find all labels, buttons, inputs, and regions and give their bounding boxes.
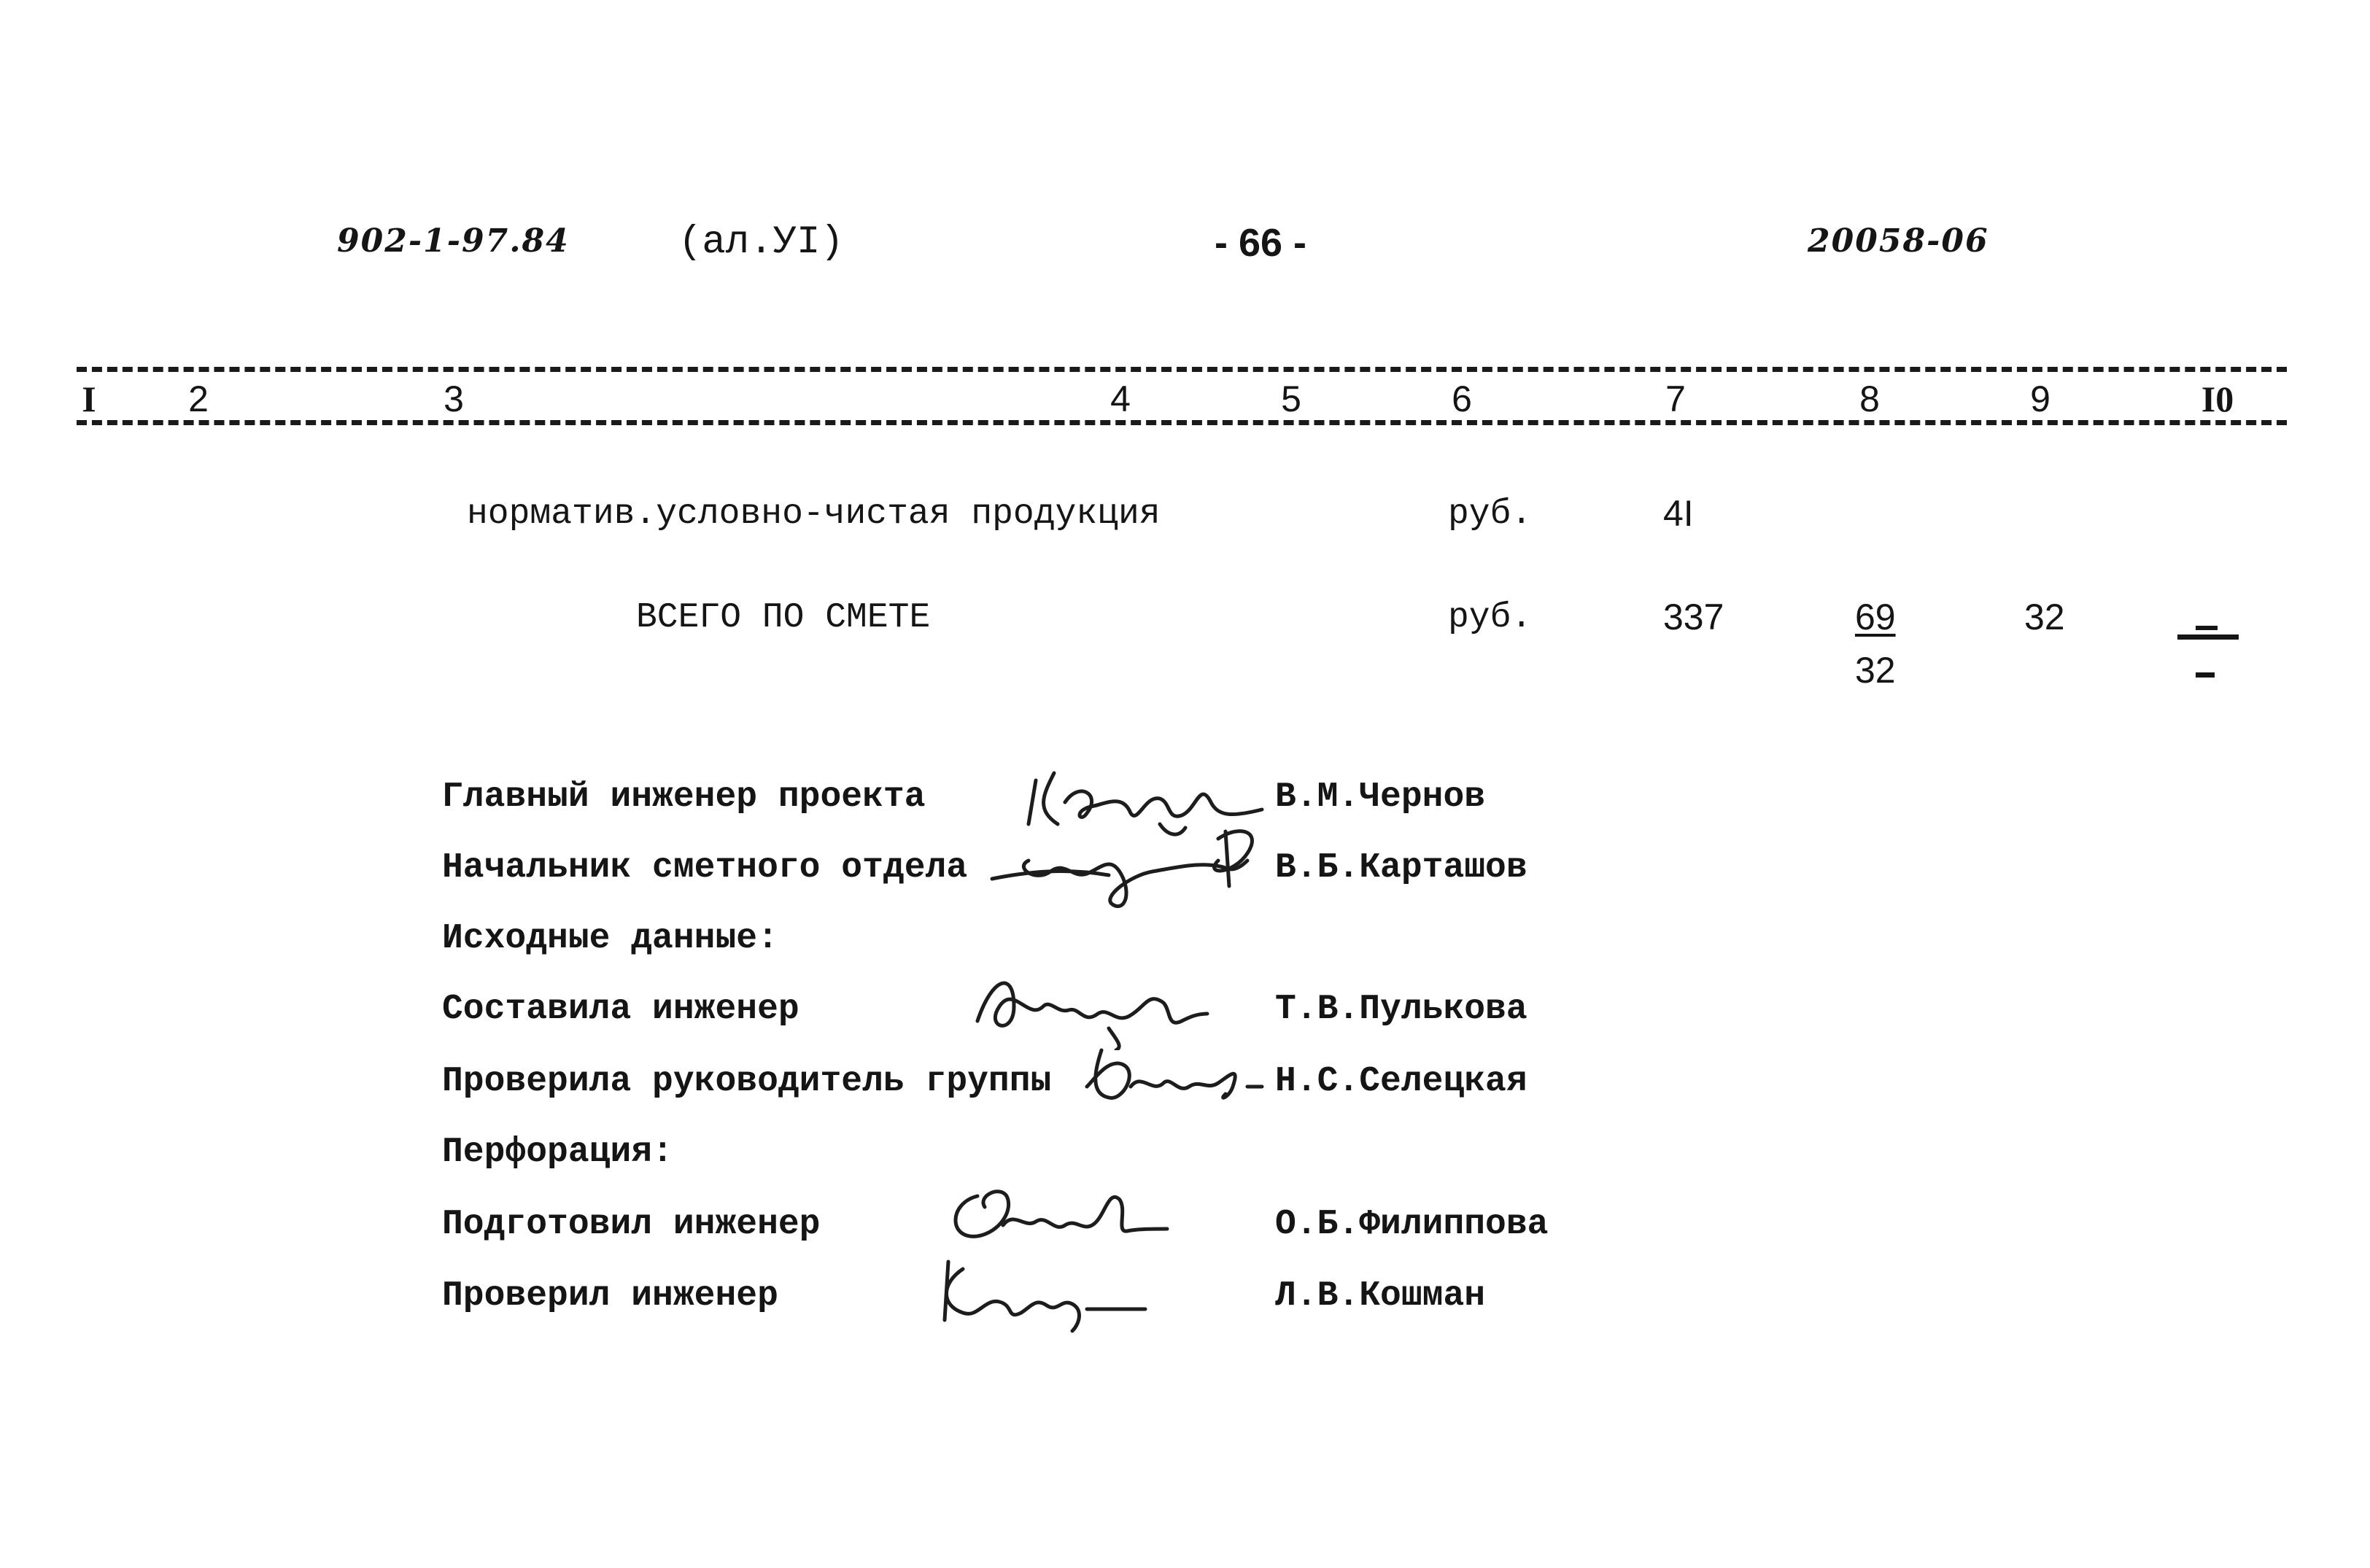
- total-col10-top: [2177, 634, 2239, 640]
- signature-checker: [919, 1240, 1153, 1342]
- signature-group-head: [1080, 1028, 1269, 1116]
- column-number-1: I: [74, 381, 103, 417]
- table-bottom-rule: [77, 420, 2287, 425]
- source-data-heading: Исходные данные:: [442, 919, 778, 958]
- compiled-by-label: Составила инженер: [442, 990, 799, 1029]
- column-number-10: I0: [2194, 381, 2241, 417]
- column-number-3: 3: [436, 381, 471, 417]
- total-unit: руб.: [1448, 598, 1533, 637]
- estimate-head-label: Начальник сметного отдела: [442, 848, 968, 888]
- column-number-2: 2: [181, 381, 216, 417]
- perforation-heading: Перфорация:: [442, 1133, 673, 1172]
- total-col10-dash-mark: [2196, 626, 2218, 630]
- total-col8-denominator: 32: [1855, 650, 1896, 691]
- group-head-label: Проверила руководитель группы: [442, 1062, 1052, 1101]
- total-col9: 32: [2024, 597, 2065, 637]
- chief-engineer-label: Главный инженер проекта: [442, 777, 926, 817]
- project-code: 902-1-97.84: [337, 222, 570, 260]
- compiled-by-name: Т.В.Пулькова: [1275, 990, 1527, 1029]
- normative-col7: 4I: [1663, 493, 1694, 534]
- signature-estimate-head: [985, 810, 1277, 919]
- album-number: (ал.УI): [678, 220, 844, 265]
- column-number-8: 8: [1852, 381, 1887, 417]
- page-number: - 66 -: [1215, 221, 1307, 265]
- checked-by-label: Проверил инженер: [442, 1276, 778, 1316]
- checked-by-name: Л.В.Кошман: [1275, 1276, 1486, 1316]
- group-head-name: Н.С.Селецкая: [1275, 1062, 1527, 1101]
- prepared-by-name: О.Б.Филиппова: [1275, 1205, 1549, 1244]
- estimate-head-name: В.Б.Карташов: [1275, 848, 1527, 888]
- column-number-6: 6: [1444, 381, 1479, 417]
- total-col7: 337: [1663, 597, 1724, 637]
- table-top-rule: [77, 367, 2287, 372]
- total-col8-numerator: 69: [1855, 597, 1896, 637]
- column-number-5: 5: [1274, 381, 1309, 417]
- column-number-9: 9: [2023, 381, 2058, 417]
- normative-unit: руб.: [1448, 494, 1533, 534]
- total-col10-bottom: [2196, 672, 2215, 678]
- column-number-7: 7: [1658, 381, 1693, 417]
- total-label: ВСЕГО ПО СМЕТЕ: [636, 598, 931, 637]
- column-number-4: 4: [1103, 381, 1138, 417]
- prepared-by-label: Подготовил инженер: [442, 1205, 821, 1244]
- normative-label: норматив.условно-чистая продукция: [467, 494, 1161, 534]
- document-number: 20058-06: [1808, 222, 1989, 260]
- chief-engineer-name: В.М.Чернов: [1275, 777, 1486, 817]
